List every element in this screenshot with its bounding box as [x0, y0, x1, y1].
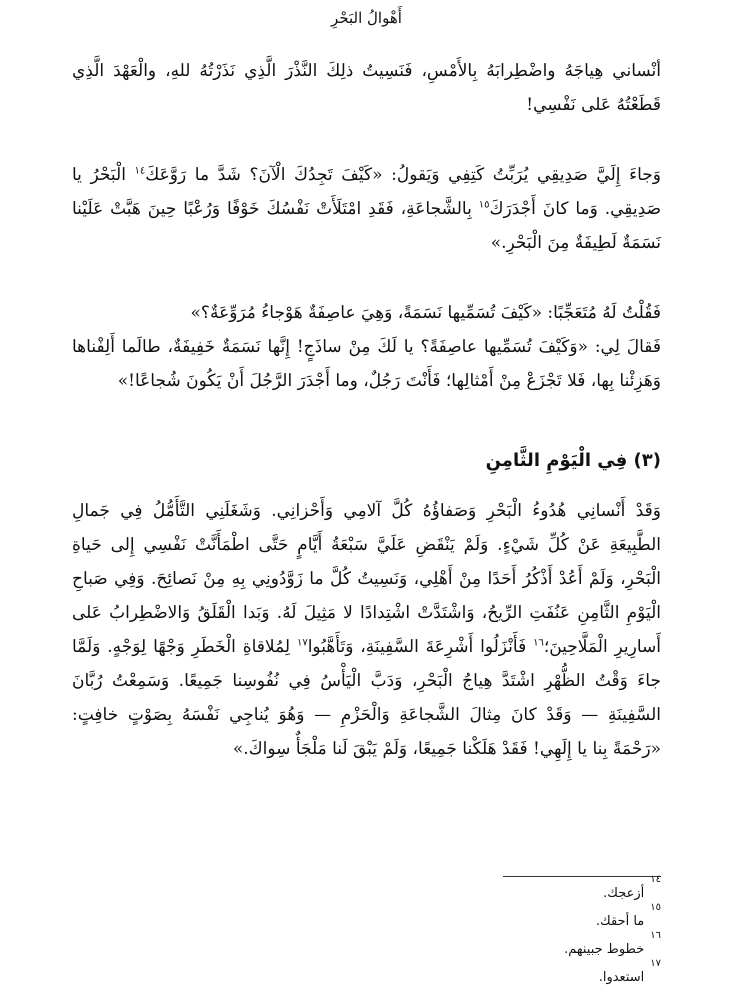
paragraph-5-part-a: وَقَدْ أَنْسانِي هُدُوءُ الْبَحْرِ وَصَفاؤُهُ كُلَّ آلامِي وَأَحْزانِي. وَشَغَلَنِي التَّأَمُّلُ فِي جَمالِ الطَّبِيعَةِ عَنْ كُلِّ شَيْءٍ. وَلَمْ يَنْقَضِ عَلَيَّ سَبْعَةُ أَيَّامٍ حَتَّى اطْمَأَنَّتْ نَفْسِي إِلى حَياةِ الْبَحْرِ، وَلَمْ أَعُدْ أَذْكُرُ أَحَدًا مِنْ أَهْلِي، وَنَسِيتُ كُلَّ ما زَوَّدُونِي بِهِ مِنْ نَصائِحَ. وَفِي صَباحِ الْيَوْمِ الثَّامِنِ عَنُفَتِ الرِّيحُ، وَاشْتَدَّتْ اشْتِدادًا لا مَثِيلَ لَهُ. وَبَدا الْقَلَقُ وَالاضْطِرابُ عَلى أَسارِيرِ الْمَلَّاحِينَ؛	[72, 501, 662, 657]
footnote-text: خطوط جبينهم.	[564, 942, 645, 957]
footnote-item	[72, 902, 661, 936]
footnote-item	[72, 930, 661, 964]
paragraph-3-4	[72, 296, 661, 398]
paragraph-2-part-a: وَجاءَ إِلَيَّ صَدِيقِي يُرَبِّتُ كَتِفِي وَيَقولُ: «كَيْفَ تَجِدُكَ الْآنَ؟ شَدَّ ما رَوَّعَكَ	[145, 165, 662, 185]
footnote-text: استعدوا.	[598, 970, 645, 985]
paragraph-3-text: فَقُلْتُ لَهُ مُتَعَجِّبًا: «كَيْفَ تُسَمِّيها نَسَمَةً، وَهِيَ عاصِفَةٌ هَوْجاءُ مُرَوِّعَةٌ؟»	[190, 303, 661, 323]
footnote-text: ما أحقك.	[595, 914, 645, 929]
footnote-item	[72, 874, 661, 908]
paragraph-5-part-c: لِمُلاقاةِ الْخَطَرِ وَجْهًا لِوَجْهٍ. وَلَمَّا جاءَ وَقْتُ الظُّهْرِ اشْتَدَّ هِياجُ الْبَحْرِ، وَدَبَّ الْيَأْسُ فِي نُفُوسِنا جَمِيعًا. وَسَمِعْتُ رُبَّانَ السَّفِينَةِ — وَقَدْ كانَ مِثالَ الشَّجاعَةِ وَالْحَزْمِ — وَهُوَ يُناجِي نَفْسَهُ بِصَوْتٍ خافِتٍ: «رَحْمَةً بِنا يا إِلَهِي! فَقَدْ هَلَكْنا جَمِيعًا، وَلَمْ يَبْقَ لَنا مَلْجَأٌ سِواكَ.»	[72, 637, 661, 759]
footnote-item	[72, 958, 661, 992]
footnote-ref-15[interactable]: ١٥	[478, 199, 490, 211]
paragraph-2-part-b: الْبَحْرُ يا صَدِيقِي. وَما كانَ أَجْدَرَكَ	[72, 165, 662, 219]
footnote-number: ١٧	[650, 958, 661, 969]
footnote-divider	[503, 876, 661, 877]
footnote-text: أزعجك.	[603, 886, 645, 901]
paragraph-1-text: أنْساني هِياجَهُ واضْطِرابَهُ بِالأَمْسِ، فَنَسِيتُ ذلِكَ النَّذْرَ الَّذِي نَذَرْتُهُ للهِ، والْعَهْدَ الَّذِي قَطَعْتُهُ عَلى نَفْسِي!	[72, 61, 661, 115]
paragraph-5-text	[72, 494, 661, 766]
footnote-number: ١٤	[650, 874, 661, 885]
paragraph-2-part-c: بِالشَّجاعَةِ، فَقَدِ امْتَلَأَتْ نَفْسُكَ خَوْفًا وَرُعْبًا حِينَ هَبَّتْ عَلَيْنا نَسَمَةٌ لَطِيفَةٌ مِنَ الْبَحْرِ.»	[72, 199, 661, 253]
paragraph-5	[72, 494, 661, 766]
running-head: أَهْوالُ البَحْرِ	[331, 9, 402, 27]
section-heading: (٣) فِي الْيَوْمِ الثَّامِنِ	[485, 450, 661, 471]
footnote-number: ١٦	[650, 930, 661, 941]
paragraph-2	[72, 158, 661, 260]
paragraph-1	[72, 54, 661, 122]
paragraph-2-text	[72, 158, 661, 260]
footnote-ref-17[interactable]: ١٧	[296, 637, 308, 649]
footnotes	[72, 874, 661, 992]
paragraph-4-text: فَقالَ لِي: «وَكَيْفَ تُسَمِّيها عاصِفَةً؟ يا لَكَ مِنْ ساذَجٍ! إِنَّها نَسَمَةٌ خَفِيفَةٌ، طالَما أَلِفْناها وَهَزِئْنا بِها، فَلا تَجْزَعْ مِنْ أَمْثالِها؛ فَأَنْتَ رَجُلٌ، وما أَجْدَرَ الرَّجُلَ أَنْ يَكُونَ شُجاعًا!»	[72, 337, 661, 391]
footnote-ref-14[interactable]: ١٤	[134, 165, 146, 177]
paragraph-5-part-b: فَأَنْزَلُوا أَشْرِعَةَ السَّفِينَةِ، وَتَأَهَّبُوا	[307, 637, 534, 657]
footnote-number: ١٥	[650, 902, 661, 913]
footnote-ref-16[interactable]: ١٦	[533, 637, 544, 649]
